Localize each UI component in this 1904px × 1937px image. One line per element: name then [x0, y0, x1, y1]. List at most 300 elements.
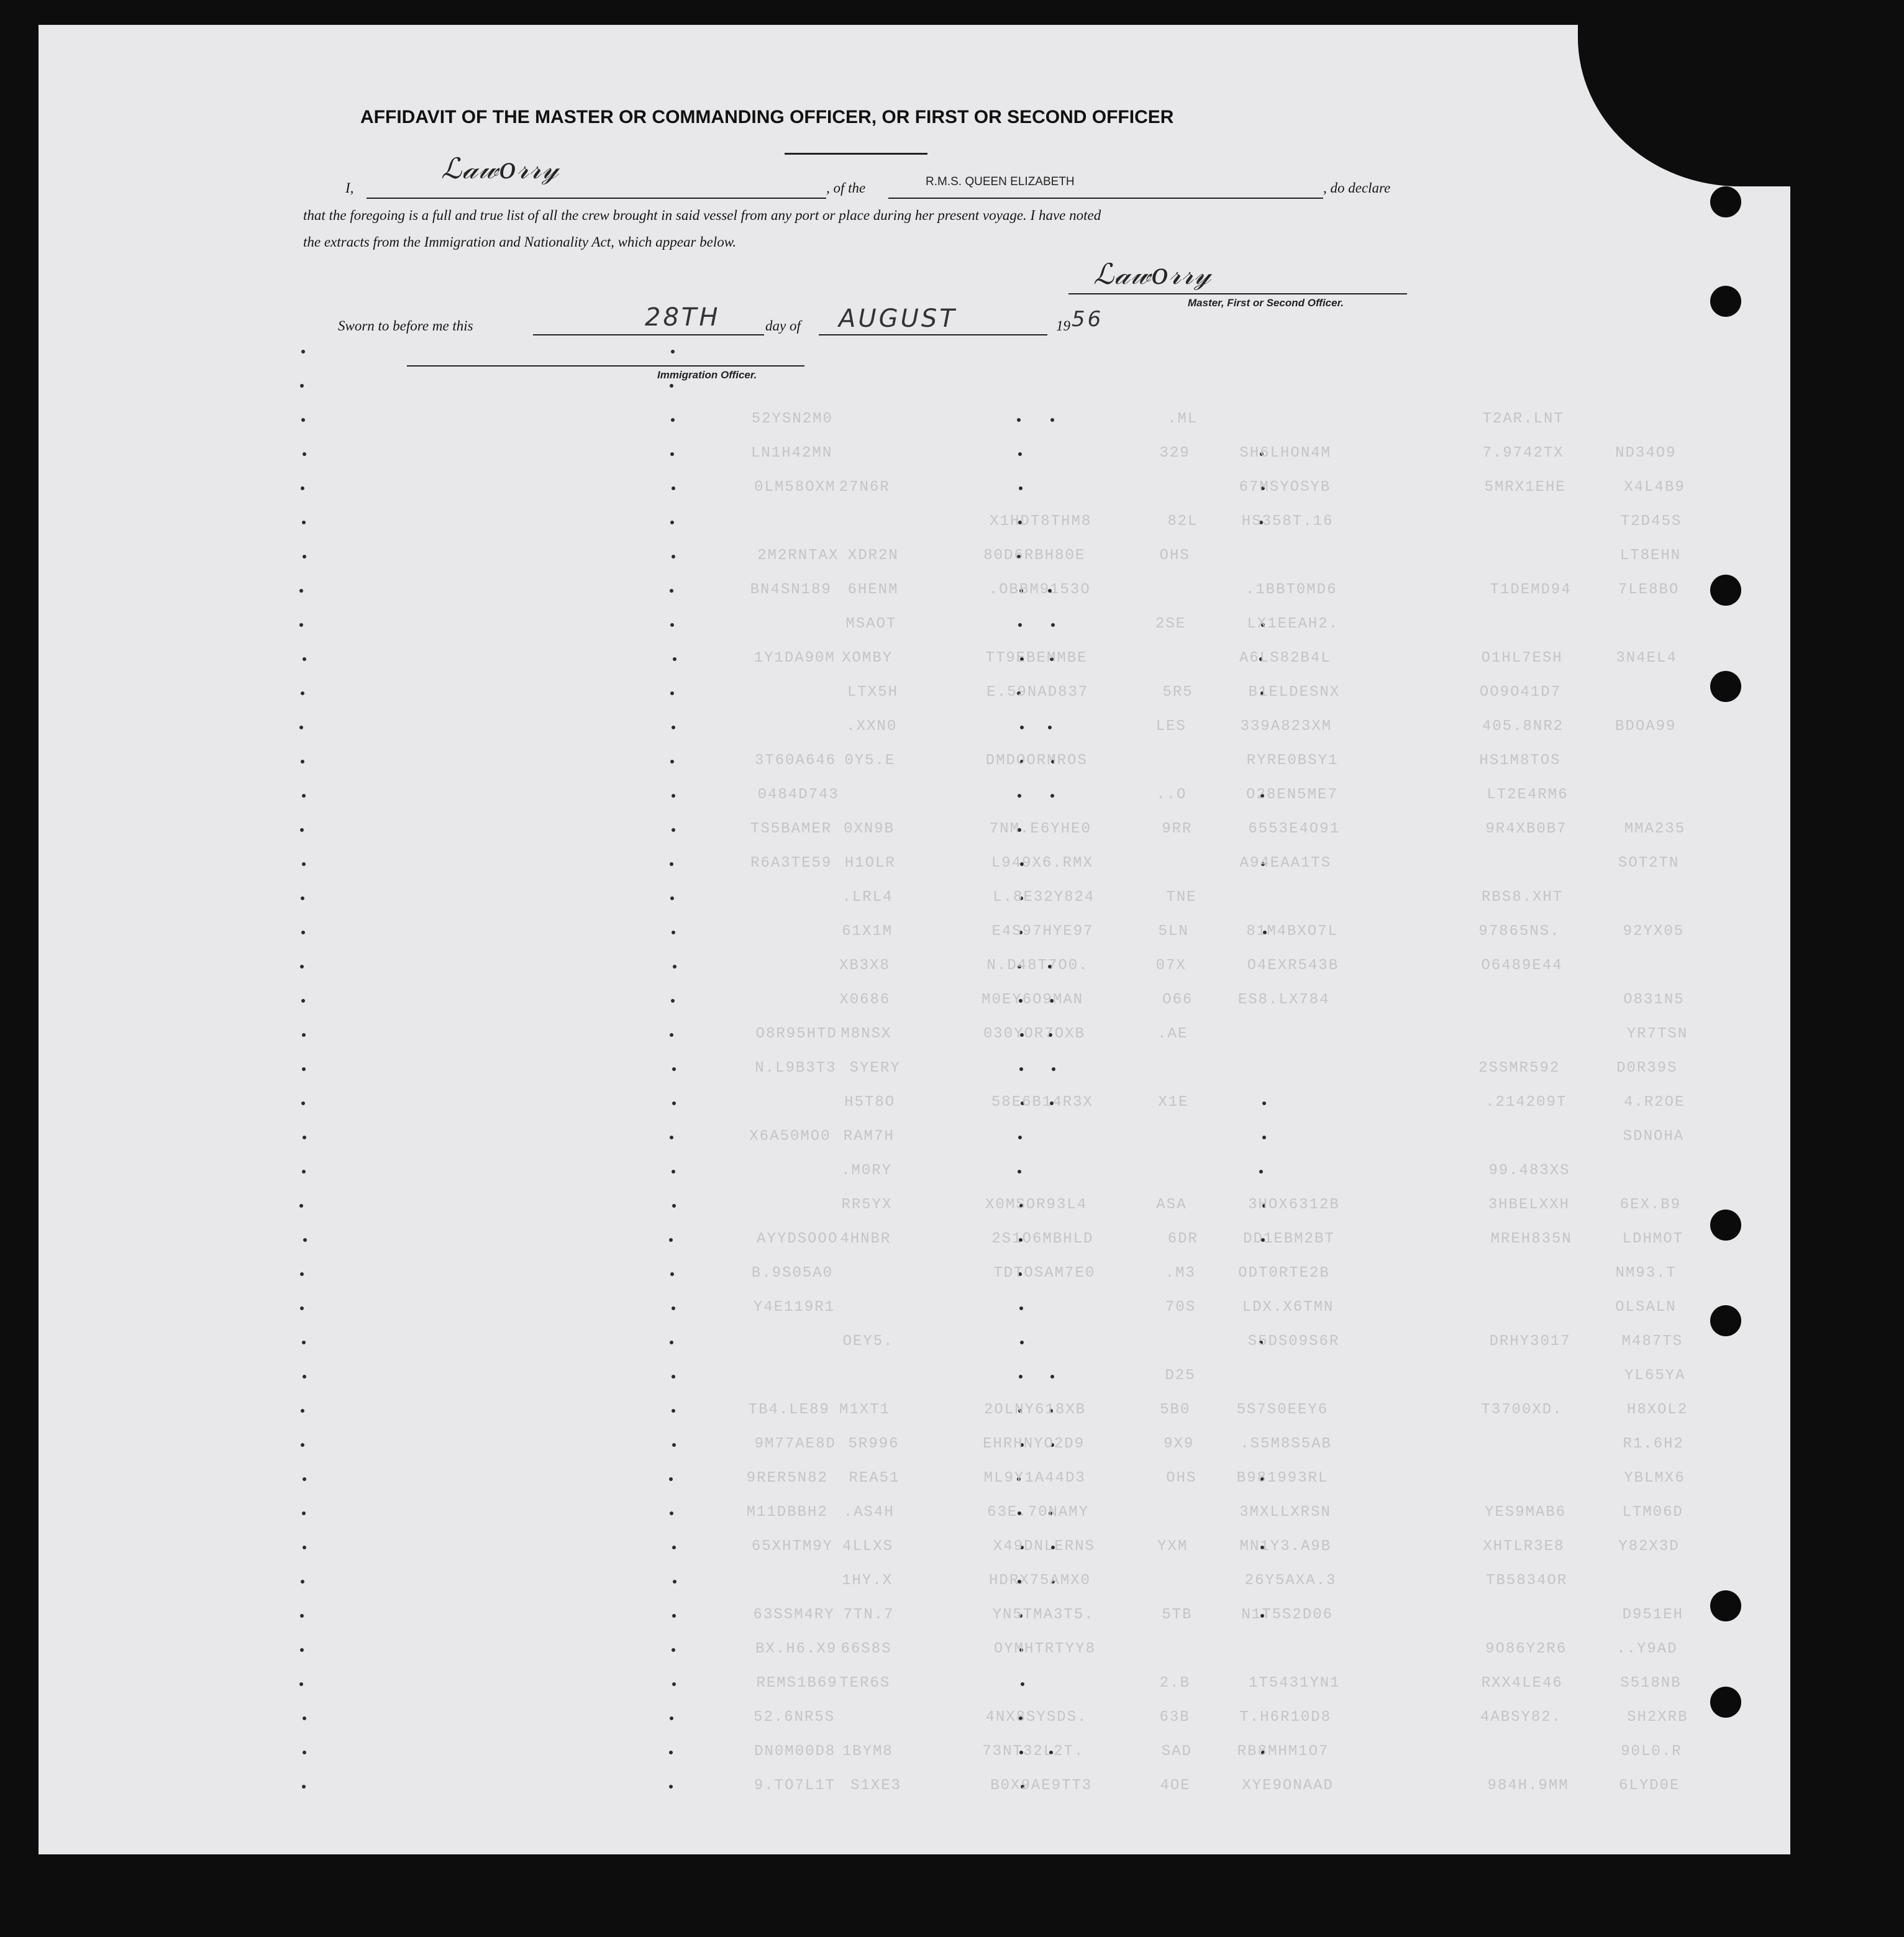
row-dot	[672, 1170, 675, 1174]
bleed-through-mark: Y82X3D	[1618, 1538, 1680, 1555]
bleed-through-mark: SH2XRB	[1627, 1709, 1688, 1726]
row-dot	[673, 965, 676, 968]
bleed-through-mark: ..Y9AD	[1616, 1641, 1678, 1657]
vessel-name: R.M.S. QUEEN ELIZABETH	[926, 175, 1075, 188]
row-dot	[301, 350, 305, 353]
bleed-through-mark: 9R4XB0B7	[1485, 821, 1567, 837]
bleed-through-mark: 58E6B14R3X	[991, 1094, 1093, 1111]
bleed-through-mark: T3700XD.	[1481, 1401, 1563, 1418]
bleed-through-mark: 67MSYOSYB	[1239, 479, 1331, 496]
row-dot	[301, 418, 305, 422]
bleed-through-mark: M487TS	[1621, 1333, 1683, 1350]
bleed-through-mark: M8NSX	[840, 1026, 892, 1042]
punch-hole	[1710, 671, 1741, 702]
bleed-through-mark: 80D6RBH80E	[983, 547, 1086, 564]
bleed-through-mark: 1BYM8	[842, 1743, 893, 1760]
bleed-through-mark: RXX4LE46	[1481, 1675, 1563, 1692]
row-dot	[302, 1170, 306, 1174]
bleed-through-mark: .AE	[1157, 1026, 1188, 1042]
bleed-through-mark: 26Y5AXA.3	[1244, 1572, 1337, 1589]
bleed-through-mark: XHTLR3E8	[1483, 1538, 1565, 1555]
bleed-through-mark: RBS8.XHT	[1481, 889, 1564, 906]
bleed-through-mark: 0484D743	[757, 786, 839, 803]
row-dot	[301, 1443, 304, 1447]
bleed-through-mark: .XXN0	[846, 718, 898, 735]
bleed-through-mark: 9M77AE8D	[754, 1436, 836, 1452]
bleed-through-mark: T2AR.LNT	[1482, 411, 1564, 427]
bleed-through-mark: 97865NS.	[1478, 923, 1560, 940]
row-dot	[669, 1238, 673, 1242]
bleed-through-mark: 7NM.E6YHE0	[989, 821, 1091, 837]
bleed-through-mark: 3T60A646	[754, 752, 837, 769]
sworn-label: Sworn to before me this	[338, 318, 473, 334]
bleed-through-mark: 4OE	[1160, 1777, 1191, 1794]
bleed-through-mark: MN1Y3.A9B	[1239, 1538, 1332, 1555]
bleed-through-mark: B981993RL	[1236, 1470, 1329, 1487]
bleed-through-mark: 63B	[1159, 1709, 1190, 1726]
row-dot	[303, 1375, 306, 1379]
row-dot	[672, 1101, 676, 1105]
bleed-through-mark: .S5M8S5AB	[1240, 1436, 1332, 1452]
bleed-through-mark: X0686	[839, 991, 891, 1008]
bleed-through-mark: S1XE3	[850, 1777, 901, 1794]
row-dot	[670, 1716, 673, 1720]
bleed-through-mark: X6A50MO0	[749, 1128, 831, 1145]
row-dot	[302, 1067, 306, 1071]
bleed-through-mark: YN5TMA3T5.	[992, 1607, 1095, 1623]
bleed-through-mark: 5MRX1EHE	[1484, 479, 1566, 496]
bleed-through-mark: 5R5	[1162, 684, 1193, 701]
bleed-through-mark: B0X9AE9TT3	[990, 1777, 1093, 1794]
bleed-through-mark: LT8EHN	[1619, 547, 1682, 564]
bleed-through-mark: .1BBT0MD6	[1245, 581, 1337, 598]
bleed-through-mark: OEY5.	[842, 1333, 894, 1350]
bleed-through-mark: 90L0.R	[1621, 1743, 1682, 1760]
bleed-through-mark: O8R95HTD	[755, 1026, 837, 1042]
bleed-through-mark: SDNOHA	[1623, 1128, 1685, 1145]
bleed-through-mark: 65XHTM9Y	[751, 1538, 834, 1555]
row-dot	[300, 1306, 304, 1310]
bleed-through-mark: 3HOX6312B	[1248, 1196, 1340, 1213]
bleed-through-mark: DD1EBM2BT	[1243, 1231, 1335, 1247]
bleed-through-mark: SYERY	[849, 1060, 901, 1077]
bleed-through-mark: BX.H6.X9	[755, 1641, 837, 1657]
bleed-through-mark: OHS	[1166, 1470, 1197, 1487]
row-dot	[670, 521, 674, 524]
bleed-through-mark: AYYDSOOO	[757, 1231, 839, 1247]
row-dot	[672, 1067, 676, 1071]
bleed-through-mark: 66S8S	[840, 1641, 892, 1657]
bleed-through-mark: BDOA99	[1615, 718, 1677, 735]
bleed-through-mark: YBLMX6	[1624, 1470, 1685, 1487]
bleed-through-mark: OYMHTRTYY8	[993, 1641, 1096, 1657]
bleed-through-mark: 9.TO7L1T	[754, 1777, 836, 1794]
bleed-through-mark: 52YSN2M0	[751, 411, 833, 427]
bleed-through-mark: HS1M8TOS	[1479, 752, 1561, 769]
bleed-through-mark: RR5YX	[841, 1196, 893, 1213]
bleed-through-mark: ..O	[1156, 786, 1187, 803]
bleed-through-mark: 984H.9MM	[1487, 1777, 1569, 1794]
bleed-through-mark: TDTOSAM7E0	[993, 1265, 1096, 1282]
bleed-through-mark: EHRHNYO2D9	[983, 1436, 1085, 1452]
bleed-through-mark: 3N4EL4	[1616, 650, 1677, 667]
row-dot	[672, 828, 675, 832]
bleed-through-mark: 70S	[1165, 1299, 1196, 1316]
row-dot	[303, 1238, 307, 1242]
bleed-through-mark: BN4SN189	[750, 581, 832, 598]
row-dot	[672, 1409, 675, 1413]
declarant-name-line	[367, 198, 826, 199]
bleed-through-mark: .ML	[1167, 411, 1198, 427]
bleed-through-mark: REMS1B69	[756, 1675, 838, 1692]
bleed-through-mark: 2S1O6MBHLD	[991, 1231, 1094, 1247]
bleed-through-mark: SH6LHON4M	[1239, 445, 1332, 462]
bleed-through-mark: H8XOL2	[1626, 1401, 1688, 1418]
bleed-through-mark: LT2E4RM6	[1487, 786, 1569, 803]
punch-hole	[1710, 575, 1741, 606]
bleed-through-mark: 339A823XM	[1240, 718, 1332, 735]
bleed-through-mark: 5S7S0EEY6	[1236, 1401, 1329, 1418]
bleed-through-mark: MREH835N	[1490, 1231, 1572, 1247]
bleed-through-mark: MSAOT	[845, 616, 897, 632]
row-dot	[1051, 623, 1055, 627]
bleed-through-mark: 6553E4O91	[1248, 821, 1340, 837]
bleed-through-mark: D0R39S	[1616, 1060, 1678, 1077]
year-prefix: 19	[1056, 318, 1070, 334]
bleed-through-mark: .214209T	[1485, 1094, 1567, 1111]
bleed-through-mark: E.59NAD837	[986, 684, 1089, 701]
bleed-through-mark: 63E.70NAMY	[987, 1504, 1090, 1521]
bleed-through-mark: 27N6R	[839, 479, 890, 496]
bleed-through-mark: 7TN.7	[843, 1607, 895, 1623]
row-dot	[302, 1511, 306, 1515]
bleed-through-mark: LDX.X6TMN	[1242, 1299, 1334, 1316]
punch-hole	[1710, 1590, 1741, 1621]
bleed-through-mark: 73NT32L2T.	[982, 1743, 1085, 1760]
bleed-through-mark: 6HENM	[847, 581, 899, 598]
row-dot	[1052, 1067, 1055, 1071]
bleed-through-mark: .M0RY	[841, 1162, 893, 1179]
row-dot	[303, 1136, 306, 1139]
affidavit-title: AFFIDAVIT OF THE MASTER OR COMMANDING OFFICER, OR FIRST OR SECOND OFFICER	[360, 107, 1174, 127]
row-dot	[672, 1306, 675, 1310]
declaration-text-line-3: the extracts from the Immigration and Nationality Act, which appear below.	[303, 234, 737, 250]
row-dot	[1048, 726, 1052, 729]
bleed-through-mark: 5TB	[1162, 1607, 1193, 1623]
bleed-through-mark: 4.R2OE	[1623, 1094, 1685, 1111]
bleed-through-mark: 1HY.X	[842, 1572, 893, 1589]
bleed-through-mark: ODT0RTE2B	[1238, 1265, 1330, 1282]
punch-hole	[1710, 286, 1741, 317]
bleed-through-mark: 1T5431YN1	[1248, 1675, 1341, 1692]
bleed-through-mark: 3MXLLXRSN	[1239, 1504, 1331, 1521]
bleed-through-mark: 2SE	[1155, 616, 1187, 632]
bleed-through-mark: 5R996	[848, 1436, 900, 1452]
bleed-through-mark: REA51	[849, 1470, 900, 1487]
bleed-through-mark: 5B0	[1160, 1401, 1191, 1418]
declarant-signature: ℒ𝒶𝓌𝑜𝓇𝓇𝓎	[441, 153, 560, 185]
row-dot	[670, 1033, 673, 1037]
row-dot	[303, 1751, 306, 1754]
row-dot	[301, 1101, 305, 1105]
row-dot	[301, 931, 305, 934]
bleed-through-mark: T2D45S	[1620, 513, 1682, 530]
of-the-label: , of the	[826, 180, 866, 196]
bleed-through-mark: B1ELDESNX	[1248, 684, 1341, 701]
bleed-through-mark: A94EAA1TS	[1239, 855, 1332, 872]
bleed-through-mark: TER6S	[839, 1675, 891, 1692]
bleed-through-mark: DN0M00D8	[754, 1743, 836, 1760]
bleed-through-mark: 7LE8BO	[1618, 581, 1680, 598]
bleed-through-mark: LES	[1155, 718, 1187, 735]
bleed-through-mark: XOMBY	[842, 650, 893, 667]
bleed-through-mark: LDHMOT	[1622, 1231, 1684, 1247]
bleed-through-mark: 07X	[1155, 957, 1187, 974]
row-dot	[303, 1546, 306, 1549]
bleed-through-mark: HDRX75AMX0	[989, 1572, 1091, 1589]
bleed-through-mark: L.8E32Y824	[993, 889, 1095, 906]
bleed-through-mark: 6EX.B9	[1619, 1196, 1682, 1213]
bleed-through-mark: X1HDT8THM8	[990, 513, 1092, 530]
bleed-through-mark: N1T5S2D06	[1241, 1607, 1333, 1623]
bleed-through-mark: SOT2TN	[1618, 855, 1680, 872]
bleed-through-mark: A6LS82B4L	[1239, 650, 1331, 667]
row-dot	[1019, 486, 1023, 490]
bleed-through-mark: H1OLR	[844, 855, 896, 872]
bleed-through-mark: R6A3TE59	[750, 855, 832, 872]
bleed-through-mark: 4ABSY82.	[1480, 1709, 1562, 1726]
bleed-through-mark: S5DS09S6R	[1247, 1333, 1340, 1350]
master-signature: ℒ𝒶𝓌𝑜𝓇𝓇𝓎	[1093, 258, 1212, 290]
bleed-through-mark: .M3	[1165, 1265, 1196, 1282]
bleed-through-mark: 82L	[1167, 513, 1198, 530]
bleed-through-mark: YL65YA	[1624, 1367, 1686, 1384]
bleed-through-mark: ASA	[1156, 1196, 1187, 1213]
bleed-through-mark: .OBBM9153O	[988, 581, 1091, 598]
do-declare-label: , do declare	[1323, 180, 1391, 196]
day-of-label: day of	[765, 318, 801, 334]
bleed-through-mark: E4S97HYE97	[991, 923, 1094, 940]
row-dot	[670, 589, 673, 593]
row-dot	[672, 1375, 675, 1379]
bleed-through-mark: O4EXR543B	[1247, 957, 1339, 974]
row-dot	[1020, 1341, 1024, 1344]
row-dot	[673, 1580, 676, 1584]
bleed-through-mark: SAD	[1161, 1743, 1192, 1760]
bleed-through-mark: ND34O9	[1615, 445, 1677, 462]
bleed-through-mark: 4LLXS	[842, 1538, 894, 1555]
bleed-through-mark: O1HL7ESH	[1481, 650, 1563, 667]
bleed-through-mark: D25	[1165, 1367, 1196, 1384]
immigration-officer-line	[407, 365, 804, 367]
bleed-through-mark: T1DEMD94	[1490, 581, 1572, 598]
punch-hole	[1710, 1305, 1741, 1336]
bleed-through-mark: 61X1M	[842, 923, 893, 940]
row-dot	[672, 794, 675, 798]
row-dot	[1018, 1136, 1022, 1139]
punch-hole	[1710, 1210, 1741, 1241]
title-underline	[785, 153, 927, 155]
bleed-through-mark: LX1EEAH2.	[1247, 616, 1339, 632]
bleed-through-mark: ML9Y1A44D3	[983, 1470, 1086, 1487]
bleed-through-mark: YR7TSN	[1626, 1026, 1688, 1042]
row-dot	[300, 1272, 304, 1276]
row-dot	[1021, 1682, 1024, 1686]
bleed-through-mark: 329	[1159, 445, 1190, 462]
bleed-through-mark: TS5BAMER	[750, 821, 832, 837]
bleed-through-mark: 030YOR7OXB	[983, 1026, 1085, 1042]
bleed-through-mark: M11DBBH2	[746, 1504, 828, 1521]
row-dot	[302, 521, 306, 524]
row-dot	[670, 862, 673, 866]
row-dot	[1262, 1101, 1266, 1105]
row-dot	[670, 1136, 673, 1139]
bleed-through-mark: OLSALN	[1615, 1299, 1677, 1316]
bleed-through-mark: 52.6NR5S	[753, 1709, 836, 1726]
bleed-through-mark: RYRE0BSY1	[1246, 752, 1339, 769]
row-dot	[672, 1614, 676, 1618]
bleed-through-mark: .LRL4	[842, 889, 893, 906]
bleed-through-mark: OO9O41D7	[1479, 684, 1562, 701]
punch-hole	[1710, 186, 1741, 217]
bleed-through-mark: O831N5	[1623, 991, 1685, 1008]
bleed-through-mark: O6489E44	[1481, 957, 1563, 974]
bleed-through-mark: TNE	[1166, 889, 1197, 906]
row-dot	[300, 384, 304, 388]
sworn-day-value: 28TH	[645, 303, 721, 332]
bleed-through-mark: 9RR	[1162, 821, 1193, 837]
bleed-through-mark: L949X6.RMX	[991, 855, 1093, 872]
row-dot	[301, 1580, 304, 1584]
bleed-through-mark: 9RER5N82	[746, 1470, 828, 1487]
row-dot	[671, 418, 675, 422]
bleed-through-mark: 7.9742TX	[1482, 445, 1564, 462]
row-dot	[673, 657, 676, 661]
bleed-through-mark: NM93.T	[1615, 1265, 1677, 1282]
bleed-through-mark: TB5834OR	[1486, 1572, 1568, 1589]
bleed-through-mark: LTM06D	[1622, 1504, 1683, 1521]
bleed-through-mark: 6LYD0E	[1618, 1777, 1680, 1794]
bleed-through-mark: 63SSM4RY	[753, 1607, 835, 1623]
master-signature-line	[1068, 293, 1407, 294]
bleed-through-mark: 2OLNY618XB	[984, 1401, 1086, 1418]
bleed-through-mark: 4NX8SYSDS.	[985, 1709, 1088, 1726]
bleed-through-mark: O28EN5ME7	[1246, 786, 1338, 803]
bleed-through-mark: 9O86Y2R6	[1485, 1641, 1567, 1657]
bleed-through-mark: YES9MAB6	[1484, 1504, 1567, 1521]
bleed-through-mark: OHS	[1159, 547, 1190, 564]
bleed-through-mark: T.H6R10D8	[1239, 1709, 1332, 1726]
bleed-through-mark: 0LM58OXM	[754, 479, 836, 496]
row-dot	[672, 1546, 676, 1549]
bleed-through-mark: DMDOORMROS	[985, 752, 1088, 769]
row-dot	[670, 896, 674, 900]
bleed-through-mark: B.9S05A0	[751, 1265, 834, 1282]
bleed-through-mark: 2M2RNTAX	[757, 547, 839, 564]
row-dot	[1050, 418, 1054, 422]
bleed-through-mark: .AS4H	[843, 1504, 895, 1521]
bleed-through-mark: R1.6H2	[1623, 1436, 1684, 1452]
bleed-through-mark: XYE9ONAAD	[1242, 1777, 1334, 1794]
row-dot	[301, 760, 304, 763]
sworn-day-line	[533, 334, 764, 335]
bleed-through-mark: Y4E119R1	[753, 1299, 836, 1316]
bleed-through-mark: X1E	[1158, 1094, 1189, 1111]
bleed-through-mark: M1XT1	[839, 1401, 891, 1418]
sworn-year-value: 56	[1072, 307, 1104, 332]
bleed-through-mark: 5LN	[1158, 923, 1189, 940]
bleed-through-mark: ES8.LX784	[1237, 991, 1330, 1008]
row-dot	[670, 760, 674, 763]
row-dot	[672, 486, 675, 490]
bleed-through-mark: 0XN9B	[844, 821, 895, 837]
row-dot	[303, 657, 306, 661]
bleed-through-mark: LN1H42MN	[751, 445, 833, 462]
bleed-through-mark: X0MSOR93L4	[985, 1196, 1088, 1213]
row-dot	[672, 1443, 676, 1447]
bleed-through-mark: 99.483XS	[1488, 1162, 1570, 1179]
bleed-through-mark: RB8MHM1O7	[1237, 1743, 1329, 1760]
bleed-through-mark: HS358T.16	[1241, 513, 1334, 530]
sworn-month-line	[819, 334, 1047, 335]
bleed-through-mark: 1Y1DA90M	[754, 650, 836, 667]
row-dot	[672, 931, 675, 934]
bleed-through-mark: 0Y5.E	[844, 752, 896, 769]
row-dot	[670, 691, 674, 695]
row-dot	[303, 1477, 306, 1481]
declaration-text-line-2: that the foregoing is a full and true list of all the crew brought in said vessel from any port or place during her present voyage. I have noted	[303, 207, 1101, 223]
bleed-through-mark: 3HBELXXH	[1488, 1196, 1570, 1213]
bleed-through-mark: 2SSMR592	[1478, 1060, 1560, 1077]
master-signature-caption: Master, First or Second Officer.	[1188, 297, 1344, 309]
bleed-through-mark: X49DNLERNS	[993, 1538, 1095, 1555]
bleed-through-mark: DRHY3017	[1489, 1333, 1571, 1350]
bleed-through-mark: N.D48T7O0.	[986, 957, 1089, 974]
row-dot	[302, 794, 306, 798]
bleed-through-mark: D951EH	[1622, 1607, 1684, 1623]
bleed-through-mark: O66	[1162, 991, 1193, 1008]
bleed-through-mark: M0EY6O9MAN	[982, 991, 1084, 1008]
punch-hole	[1710, 1687, 1741, 1718]
bleed-through-mark: 4HNBR	[840, 1231, 891, 1247]
immigration-officer-caption: Immigration Officer.	[657, 369, 757, 381]
row-dot	[300, 1648, 304, 1652]
bleed-through-mark: 6DR	[1167, 1231, 1198, 1247]
bleed-through-mark: X4L4B9	[1624, 479, 1685, 496]
bleed-through-mark: TB4.LE89	[748, 1401, 830, 1418]
bleed-through-mark: H5T8O	[844, 1094, 896, 1111]
row-dot	[1019, 1306, 1023, 1310]
bleed-through-mark: XB3X8	[839, 957, 890, 974]
sworn-month-value: AUGUST	[839, 304, 957, 333]
bleed-through-mark: N.L9B3T3	[755, 1060, 837, 1077]
bleed-through-mark: RAM7H	[843, 1128, 895, 1145]
bleed-through-mark: YXM	[1157, 1538, 1188, 1555]
bleed-through-mark: 81M4BXO7L	[1246, 923, 1339, 940]
bleed-through-mark: 92YX05	[1623, 923, 1685, 940]
bleed-through-mark: 405.8NR2	[1482, 718, 1564, 735]
bleed-through-mark: XDR2N	[847, 547, 899, 564]
row-dot	[303, 452, 306, 456]
row-dot	[1018, 1170, 1021, 1174]
bleed-through-mark: LTX5H	[847, 684, 899, 701]
bleed-through-mark: 9X9	[1164, 1436, 1195, 1452]
bleed-through-mark: TT9EBEMMBE	[985, 650, 1088, 667]
bleed-through-mark: S518NB	[1620, 1675, 1682, 1692]
vessel-name-line	[888, 198, 1323, 199]
declarant-prefix: I,	[345, 180, 354, 196]
row-dot	[672, 1204, 676, 1208]
